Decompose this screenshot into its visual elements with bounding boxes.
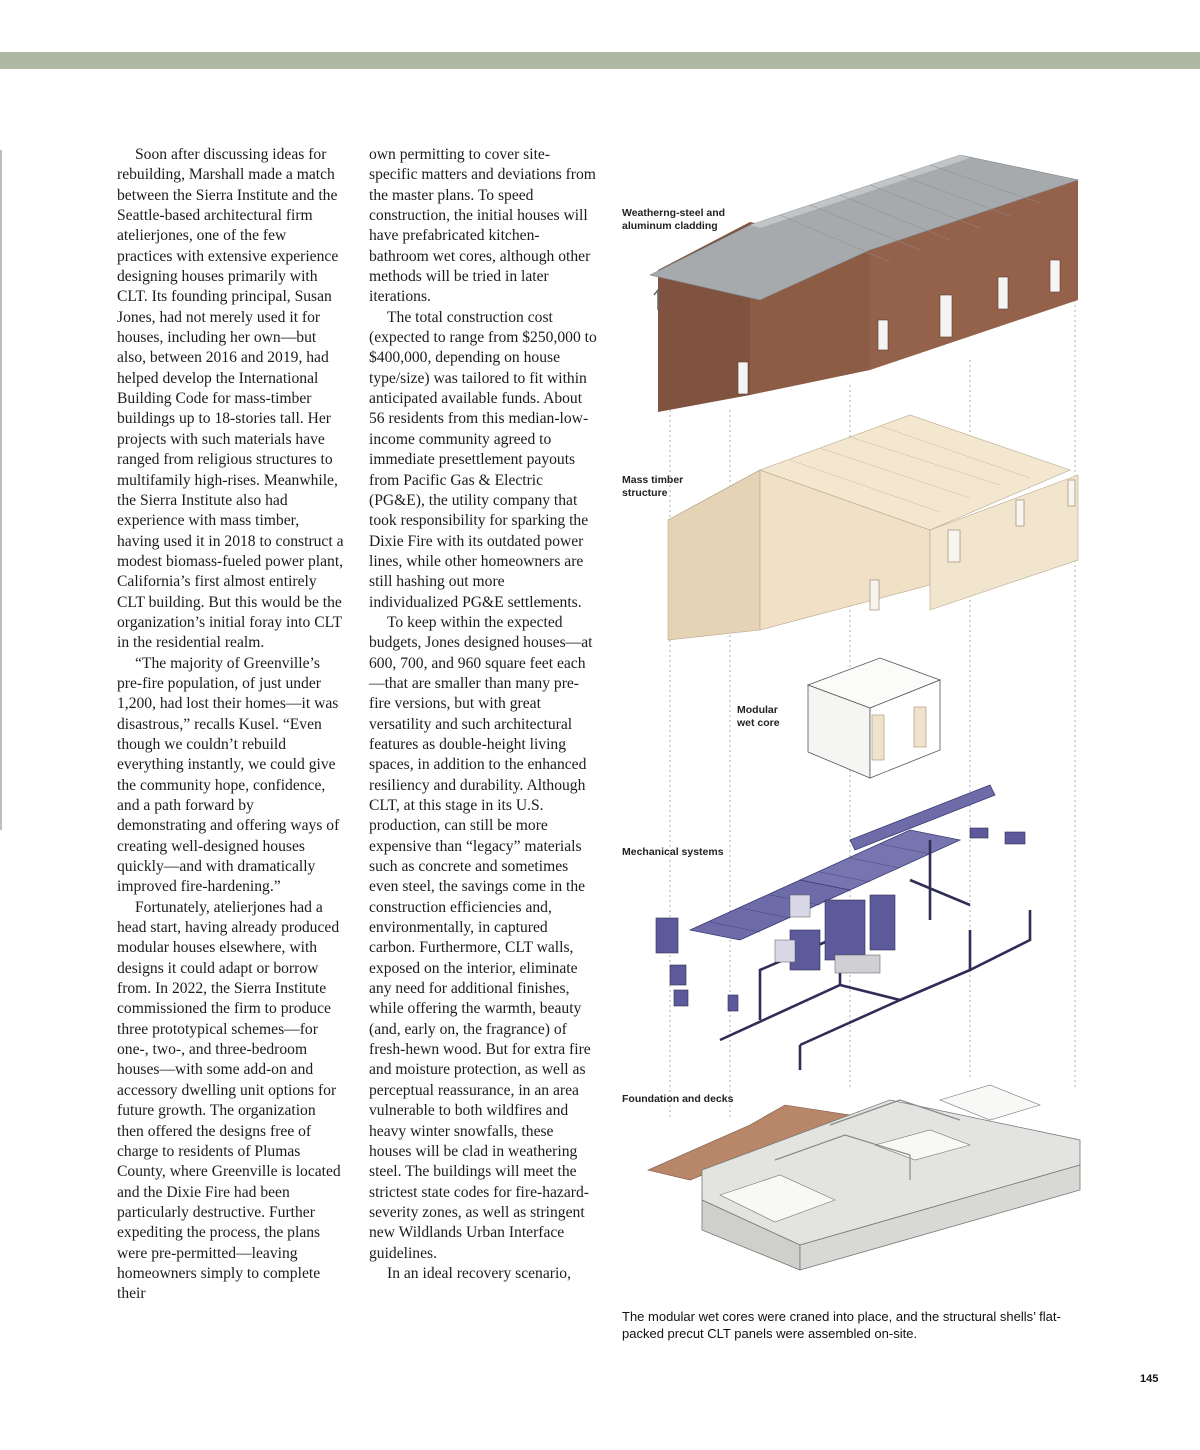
paragraph: In an ideal recovery scenario, bbox=[387, 1264, 571, 1282]
header-color-band bbox=[0, 52, 1200, 69]
label-line: wet core bbox=[737, 717, 780, 729]
cladding-house bbox=[650, 155, 1078, 412]
label-mechanical: Mechanical systems bbox=[622, 846, 724, 858]
page-edge-line bbox=[0, 150, 2, 830]
label-mass-timber bbox=[622, 474, 683, 500]
label-line: Weatherng-steel and bbox=[622, 207, 726, 219]
text-column-2 bbox=[369, 145, 597, 1284]
exploded-house-diagram bbox=[610, 140, 1090, 1290]
foundation-and-decks bbox=[648, 1085, 1080, 1270]
label-foundation: Foundation and decks bbox=[622, 1093, 734, 1105]
page-number: 145 bbox=[1140, 1373, 1159, 1385]
label-line: Modular bbox=[737, 704, 778, 716]
paragraph: Soon after discussing ideas for rebuilding, Marshall made a match between the Sierra Institute and the Seattle-based architectural firm atelierjones, one of the few practices with extensive experience designing houses primarily with CLT. Its founding principal, Susan Jones, had not merely used it for houses, including her own—but also, between 2016 and 2019, had helped develop the International Building Code for mass-timber buildings up to 18-stories tall. Her projects with such materials have ranged from religious structures to multifamily high-rises. Meanwhile, the Sierra Institute also had experience with mass timber, having used it in 2018 to construct a modest biomass-fueled power plant, California’s first almost entirely CLT building. But this would be the organization’s initial foray into CLT in the residential realm. bbox=[117, 146, 344, 652]
figure-caption: The modular wet cores were craned into place, and the structural shells’ flat-packed precut CLT panels were assembled on-site. bbox=[622, 1309, 1061, 1341]
label-line: structure bbox=[622, 487, 668, 499]
label-cladding bbox=[622, 207, 725, 233]
text-column-1 bbox=[117, 145, 345, 1305]
label-line: aluminum cladding bbox=[622, 220, 718, 232]
wet-core-module bbox=[808, 658, 940, 778]
paragraph: To keep within the expected budgets, Jones designed houses—at 600, 700, and 960 square feet each—that are smaller than many pre-fire versions, but with great versatility and such architectural features as double-height living spaces, in addition to the enhanced resiliency and durability. Although CLT, at this stage in its U.S. production, can still be more expensive than “legacy” materials such as concrete and sometimes even steel, the savings come in the construction efficiencies and, environmentally, in captured carbon. Furthermore, CLT walls, exposed on the interior, eliminate any need for additional finishes, while offering the warmth, beauty (and, early on, the fragrance) of fresh-hewn wood. But for extra fire and moisture protection, as well as perceptual reassurance, in an area vulnerable to both wildfires and heavy winter snowfalls, these houses will be clad in weathering steel. The buildings will meet the strictest state codes for fire-hazard-severity zones, as well as stringent new Wildlands Urban Interface guidelines. bbox=[369, 613, 593, 1262]
label-wet-core bbox=[737, 704, 780, 730]
label-line: Mass timber bbox=[622, 474, 684, 486]
paragraph: Fortunately, atelierjones had a head start, having already produced modular houses elsewhere, with designs it could adapt or borrow from. In 2022, the Sierra Institute commissioned the firm to produce three prototypical schemes—for one-, two-, and three-bedroom houses—with some add-on and accessory dwelling unit options for future growth. The organization then offered the designs free of charge to residents of Plumas County, where Greenville is located and the Dixie Fire had been particularly destructive. Further expediting the process, the plans were pre-permitted—leaving homeowners simply to complete their bbox=[117, 898, 341, 1303]
paragraph: “The majority of Greenville’s pre-fire population, of just under 1,200, had lost their homes—it was disastrous,” recalls Kusel. “Even though we couldn’t rebuild everything instantly, we could give the community hope, confidence, and a path forward by demonstrating and offering ways of creating well-designed houses quickly—and with dramatically improved fire-hardening.” bbox=[117, 654, 340, 896]
mechanical-systems bbox=[656, 785, 1030, 1070]
paragraph: The total construction cost (expected to range from $250,000 to $400,000, depending on house type/size) was tailored to fit within anticipated available funds. About 56 residents from this median-low-income community agreed to immediate presettlement payouts from Pacific Gas & Electric (PG&E), the utility company that took responsibility for sparking the Dixie Fire with its outdated power lines, while other homeowners are still hashing out more individualized PG&E settlements. bbox=[369, 308, 597, 611]
timber-structure bbox=[668, 415, 1078, 640]
paragraph: own permitting to cover site-specific matters and deviations from the master plans. To speed construction, the initial houses will have prefabricated kitchen-bathroom wet cores, although other methods will be tried in later iterations. bbox=[369, 146, 596, 306]
